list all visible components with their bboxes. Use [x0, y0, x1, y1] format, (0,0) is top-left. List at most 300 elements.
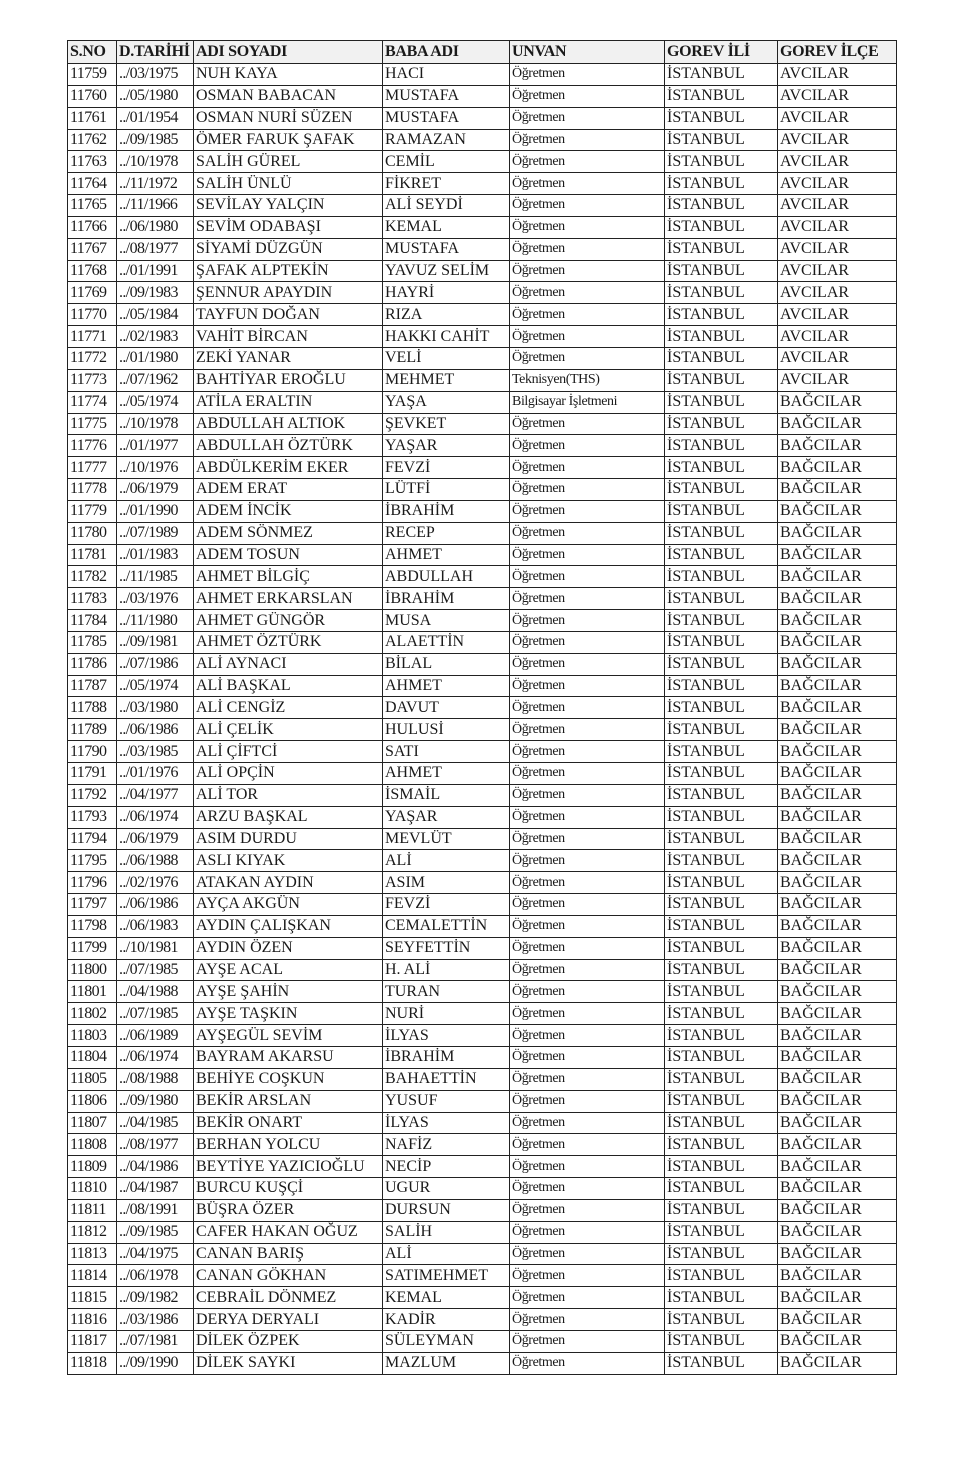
cell-duty-district: BAĞCILAR: [778, 391, 897, 413]
cell-duty-province: İSTANBUL: [665, 326, 778, 348]
cell-birth-date: ../07/1986: [117, 653, 194, 675]
cell-father-name: YAŞAR: [383, 806, 510, 828]
cell-father-name: KEMAL: [383, 216, 510, 238]
cell-duty-province: İSTANBUL: [665, 500, 778, 522]
cell-sno: 11788: [68, 697, 117, 719]
cell-duty-district: AVCILAR: [778, 282, 897, 304]
header-duty-province: GOREV İLİ: [665, 41, 778, 64]
cell-duty-district: BAĞCILAR: [778, 763, 897, 785]
cell-father-name: CEMALETTİN: [383, 915, 510, 937]
cell-full-name: SEVİM ODABAŞI: [194, 216, 383, 238]
cell-title: Öğretmen: [510, 1112, 665, 1134]
cell-duty-province: İSTANBUL: [665, 413, 778, 435]
cell-duty-district: BAĞCILAR: [778, 457, 897, 479]
cell-father-name: SATIMEHMET: [383, 1265, 510, 1287]
cell-sno: 11804: [68, 1046, 117, 1068]
cell-duty-district: AVCILAR: [778, 64, 897, 86]
cell-duty-district: BAĞCILAR: [778, 1046, 897, 1068]
cell-full-name: ALİ CENGİZ: [194, 697, 383, 719]
cell-duty-province: İSTANBUL: [665, 129, 778, 151]
cell-duty-province: İSTANBUL: [665, 522, 778, 544]
cell-duty-province: İSTANBUL: [665, 1025, 778, 1047]
cell-duty-province: İSTANBUL: [665, 1090, 778, 1112]
cell-sno: 11817: [68, 1330, 117, 1352]
cell-title: Öğretmen: [510, 719, 665, 741]
table-row: [68, 1287, 897, 1309]
cell-birth-date: ../05/1984: [117, 304, 194, 326]
cell-birth-date: ../01/1980: [117, 347, 194, 369]
cell-duty-province: İSTANBUL: [665, 1134, 778, 1156]
cell-sno: 11785: [68, 631, 117, 653]
cell-birth-date: ../04/1988: [117, 981, 194, 1003]
cell-duty-district: BAĞCILAR: [778, 697, 897, 719]
cell-duty-province: İSTANBUL: [665, 1199, 778, 1221]
table-row: [68, 937, 897, 959]
cell-duty-province: İSTANBUL: [665, 741, 778, 763]
cell-birth-date: ../06/1986: [117, 894, 194, 916]
cell-sno: 11783: [68, 588, 117, 610]
cell-duty-province: İSTANBUL: [665, 675, 778, 697]
cell-sno: 11806: [68, 1090, 117, 1112]
cell-birth-date: ../06/1974: [117, 806, 194, 828]
cell-full-name: ALİ AYNACI: [194, 653, 383, 675]
cell-father-name: İLYAS: [383, 1112, 510, 1134]
cell-full-name: ALİ BAŞKAL: [194, 675, 383, 697]
cell-title: Öğretmen: [510, 588, 665, 610]
cell-father-name: UGUR: [383, 1178, 510, 1200]
cell-duty-province: İSTANBUL: [665, 566, 778, 588]
cell-duty-district: AVCILAR: [778, 238, 897, 260]
cell-father-name: RECEP: [383, 522, 510, 544]
cell-full-name: CANAN BARIŞ: [194, 1243, 383, 1265]
cell-father-name: KEMAL: [383, 1287, 510, 1309]
cell-sno: 11759: [68, 64, 117, 86]
cell-father-name: FİKRET: [383, 173, 510, 195]
cell-sno: 11792: [68, 784, 117, 806]
cell-duty-province: İSTANBUL: [665, 1003, 778, 1025]
table-row: [68, 1134, 897, 1156]
cell-title: Öğretmen: [510, 195, 665, 217]
table-row: [68, 1068, 897, 1090]
cell-title: Öğretmen: [510, 544, 665, 566]
table-row: [68, 981, 897, 1003]
table-row: [68, 85, 897, 107]
cell-duty-district: AVCILAR: [778, 195, 897, 217]
cell-title: Öğretmen: [510, 107, 665, 129]
table-row: [68, 500, 897, 522]
cell-full-name: AYŞEGÜL SEVİM: [194, 1025, 383, 1047]
table-row: [68, 697, 897, 719]
cell-title: Öğretmen: [510, 64, 665, 86]
table-row: [68, 894, 897, 916]
table-body: [68, 64, 897, 1375]
cell-duty-province: İSTANBUL: [665, 1068, 778, 1090]
cell-birth-date: ../06/1978: [117, 1265, 194, 1287]
cell-duty-district: AVCILAR: [778, 107, 897, 129]
cell-full-name: ÖMER FARUK ŞAFAK: [194, 129, 383, 151]
cell-full-name: VAHİT BİRCAN: [194, 326, 383, 348]
table-row: [68, 544, 897, 566]
cell-full-name: ADEM TOSUN: [194, 544, 383, 566]
cell-title: Öğretmen: [510, 653, 665, 675]
table-row: [68, 1352, 897, 1374]
table-row: [68, 391, 897, 413]
table-row: [68, 1221, 897, 1243]
cell-sno: 11761: [68, 107, 117, 129]
cell-duty-district: BAĞCILAR: [778, 479, 897, 501]
cell-title: Öğretmen: [510, 959, 665, 981]
cell-duty-province: İSTANBUL: [665, 806, 778, 828]
cell-full-name: BÜŞRA ÖZER: [194, 1199, 383, 1221]
cell-birth-date: ../04/1977: [117, 784, 194, 806]
cell-full-name: ADEM ERAT: [194, 479, 383, 501]
cell-full-name: ALİ ÇELİK: [194, 719, 383, 741]
cell-title: Öğretmen: [510, 1199, 665, 1221]
cell-father-name: MAZLUM: [383, 1352, 510, 1374]
cell-duty-district: AVCILAR: [778, 85, 897, 107]
cell-full-name: DERYA DERYALI: [194, 1309, 383, 1331]
cell-sno: 11769: [68, 282, 117, 304]
cell-birth-date: ../09/1985: [117, 1221, 194, 1243]
cell-duty-province: İSTANBUL: [665, 435, 778, 457]
cell-duty-district: BAĞCILAR: [778, 675, 897, 697]
cell-father-name: MUSTAFA: [383, 107, 510, 129]
cell-duty-province: İSTANBUL: [665, 610, 778, 632]
cell-duty-province: İSTANBUL: [665, 1330, 778, 1352]
cell-full-name: ALİ TOR: [194, 784, 383, 806]
table-row: [68, 610, 897, 632]
cell-duty-province: İSTANBUL: [665, 894, 778, 916]
cell-sno: 11786: [68, 653, 117, 675]
cell-father-name: ALİ: [383, 850, 510, 872]
header-birth-date: D.TARİHİ: [117, 41, 194, 64]
cell-birth-date: ../11/1980: [117, 610, 194, 632]
cell-birth-date: ../04/1986: [117, 1156, 194, 1178]
cell-duty-district: AVCILAR: [778, 173, 897, 195]
cell-birth-date: ../01/1954: [117, 107, 194, 129]
table-row: [68, 1003, 897, 1025]
cell-title: Öğretmen: [510, 1025, 665, 1047]
cell-title: Öğretmen: [510, 566, 665, 588]
cell-sno: 11797: [68, 894, 117, 916]
cell-duty-district: BAĞCILAR: [778, 1265, 897, 1287]
cell-birth-date: ../08/1977: [117, 238, 194, 260]
cell-title: Öğretmen: [510, 479, 665, 501]
cell-duty-district: BAĞCILAR: [778, 894, 897, 916]
cell-full-name: BERHAN YOLCU: [194, 1134, 383, 1156]
table-row: [68, 107, 897, 129]
cell-birth-date: ../09/1982: [117, 1287, 194, 1309]
cell-full-name: TAYFUN DOĞAN: [194, 304, 383, 326]
table-row: [68, 675, 897, 697]
cell-sno: 11810: [68, 1178, 117, 1200]
cell-duty-province: İSTANBUL: [665, 1178, 778, 1200]
cell-duty-province: İSTANBUL: [665, 1221, 778, 1243]
table-row: [68, 260, 897, 282]
cell-father-name: DURSUN: [383, 1199, 510, 1221]
cell-birth-date: ../10/1978: [117, 151, 194, 173]
cell-sno: 11771: [68, 326, 117, 348]
cell-sno: 11776: [68, 435, 117, 457]
cell-full-name: AYŞE TAŞKIN: [194, 1003, 383, 1025]
cell-sno: 11796: [68, 872, 117, 894]
cell-title: Öğretmen: [510, 238, 665, 260]
cell-title: Öğretmen: [510, 85, 665, 107]
cell-duty-district: BAĞCILAR: [778, 1287, 897, 1309]
table-row: [68, 1309, 897, 1331]
cell-title: Öğretmen: [510, 610, 665, 632]
cell-sno: 11781: [68, 544, 117, 566]
cell-title: Öğretmen: [510, 413, 665, 435]
cell-birth-date: ../03/1980: [117, 697, 194, 719]
cell-birth-date: ../09/1981: [117, 631, 194, 653]
cell-duty-province: İSTANBUL: [665, 1309, 778, 1331]
cell-sno: 11812: [68, 1221, 117, 1243]
cell-duty-province: İSTANBUL: [665, 1243, 778, 1265]
cell-sno: 11818: [68, 1352, 117, 1374]
cell-full-name: BURCU KUŞÇİ: [194, 1178, 383, 1200]
cell-father-name: LÜTFİ: [383, 479, 510, 501]
cell-duty-district: BAĞCILAR: [778, 413, 897, 435]
cell-birth-date: ../04/1975: [117, 1243, 194, 1265]
cell-duty-district: BAĞCILAR: [778, 784, 897, 806]
cell-father-name: İBRAHİM: [383, 588, 510, 610]
header-full-name: ADI SOYADI: [194, 41, 383, 64]
table-row: [68, 1156, 897, 1178]
table-row: [68, 1090, 897, 1112]
cell-title: Öğretmen: [510, 915, 665, 937]
cell-father-name: FEVZİ: [383, 894, 510, 916]
cell-sno: 11772: [68, 347, 117, 369]
cell-father-name: YAVUZ SELİM: [383, 260, 510, 282]
table-row: [68, 1199, 897, 1221]
table-row: [68, 1243, 897, 1265]
cell-duty-province: İSTANBUL: [665, 85, 778, 107]
cell-sno: 11774: [68, 391, 117, 413]
cell-duty-province: İSTANBUL: [665, 260, 778, 282]
cell-birth-date: ../01/1990: [117, 500, 194, 522]
cell-full-name: ABDULLAH ÖZTÜRK: [194, 435, 383, 457]
cell-sno: 11766: [68, 216, 117, 238]
cell-title: Öğretmen: [510, 872, 665, 894]
table-row: [68, 1178, 897, 1200]
cell-father-name: ALAETTİN: [383, 631, 510, 653]
table-row: [68, 457, 897, 479]
cell-birth-date: ../02/1983: [117, 326, 194, 348]
cell-duty-province: İSTANBUL: [665, 981, 778, 1003]
header-duty-district: GOREV İLÇE: [778, 41, 897, 64]
cell-sno: 11768: [68, 260, 117, 282]
cell-sno: 11763: [68, 151, 117, 173]
cell-title: Öğretmen: [510, 1330, 665, 1352]
cell-title: Öğretmen: [510, 806, 665, 828]
cell-full-name: OSMAN NURİ SÜZEN: [194, 107, 383, 129]
cell-title: Öğretmen: [510, 894, 665, 916]
cell-full-name: ARZU BAŞKAL: [194, 806, 383, 828]
cell-birth-date: ../03/1986: [117, 1309, 194, 1331]
cell-title: Öğretmen: [510, 1156, 665, 1178]
cell-birth-date: ../02/1976: [117, 872, 194, 894]
cell-duty-province: İSTANBUL: [665, 347, 778, 369]
table-row: [68, 784, 897, 806]
cell-father-name: ALİ: [383, 1243, 510, 1265]
cell-duty-province: İSTANBUL: [665, 850, 778, 872]
table-row: [68, 828, 897, 850]
cell-sno: 11780: [68, 522, 117, 544]
cell-father-name: ŞEVKET: [383, 413, 510, 435]
cell-father-name: RAMAZAN: [383, 129, 510, 151]
cell-duty-province: İSTANBUL: [665, 195, 778, 217]
cell-duty-district: AVCILAR: [778, 347, 897, 369]
cell-duty-province: İSTANBUL: [665, 719, 778, 741]
cell-birth-date: ../04/1987: [117, 1178, 194, 1200]
cell-sno: 11807: [68, 1112, 117, 1134]
table-row: [68, 216, 897, 238]
cell-full-name: BEKİR ARSLAN: [194, 1090, 383, 1112]
cell-duty-district: BAĞCILAR: [778, 1025, 897, 1047]
cell-birth-date: ../01/1976: [117, 763, 194, 785]
cell-birth-date: ../08/1991: [117, 1199, 194, 1221]
cell-father-name: İSMAİL: [383, 784, 510, 806]
cell-father-name: ASIM: [383, 872, 510, 894]
personnel-table: [67, 40, 897, 1375]
cell-duty-district: AVCILAR: [778, 326, 897, 348]
cell-full-name: ABDULLAH ALTIOK: [194, 413, 383, 435]
cell-sno: 11782: [68, 566, 117, 588]
table-row: [68, 850, 897, 872]
cell-duty-district: BAĞCILAR: [778, 981, 897, 1003]
cell-birth-date: ../01/1983: [117, 544, 194, 566]
cell-duty-province: İSTANBUL: [665, 1112, 778, 1134]
cell-father-name: ALİ SEYDİ: [383, 195, 510, 217]
cell-birth-date: ../07/1981: [117, 1330, 194, 1352]
cell-duty-district: BAĞCILAR: [778, 915, 897, 937]
cell-title: Öğretmen: [510, 1068, 665, 1090]
cell-father-name: HAKKI CAHİT: [383, 326, 510, 348]
cell-birth-date: ../07/1985: [117, 1003, 194, 1025]
cell-sno: 11794: [68, 828, 117, 850]
cell-sno: 11787: [68, 675, 117, 697]
cell-title: Öğretmen: [510, 937, 665, 959]
cell-title: Öğretmen: [510, 522, 665, 544]
cell-title: Öğretmen: [510, 784, 665, 806]
cell-title: Öğretmen: [510, 1243, 665, 1265]
table-row: [68, 1112, 897, 1134]
cell-duty-district: BAĞCILAR: [778, 806, 897, 828]
cell-father-name: H. ALİ: [383, 959, 510, 981]
cell-father-name: NURİ: [383, 1003, 510, 1025]
cell-sno: 11760: [68, 85, 117, 107]
cell-title: Öğretmen: [510, 1265, 665, 1287]
cell-duty-province: İSTANBUL: [665, 915, 778, 937]
cell-duty-province: İSTANBUL: [665, 457, 778, 479]
cell-title: Öğretmen: [510, 216, 665, 238]
cell-duty-province: İSTANBUL: [665, 697, 778, 719]
cell-birth-date: ../07/1985: [117, 959, 194, 981]
cell-full-name: AHMET ÖZTÜRK: [194, 631, 383, 653]
table-row: [68, 326, 897, 348]
cell-birth-date: ../11/1966: [117, 195, 194, 217]
cell-duty-district: BAĞCILAR: [778, 631, 897, 653]
cell-birth-date: ../03/1976: [117, 588, 194, 610]
cell-father-name: AHMET: [383, 544, 510, 566]
cell-sno: 11762: [68, 129, 117, 151]
cell-duty-province: İSTANBUL: [665, 544, 778, 566]
cell-duty-district: BAĞCILAR: [778, 1090, 897, 1112]
cell-title: Öğretmen: [510, 675, 665, 697]
cell-father-name: SEYFETTİN: [383, 937, 510, 959]
table-row: [68, 872, 897, 894]
cell-title: Öğretmen: [510, 850, 665, 872]
cell-birth-date: ../09/1985: [117, 129, 194, 151]
cell-duty-district: BAĞCILAR: [778, 1309, 897, 1331]
cell-duty-province: İSTANBUL: [665, 763, 778, 785]
cell-full-name: CAFER HAKAN OĞUZ: [194, 1221, 383, 1243]
cell-title: Öğretmen: [510, 304, 665, 326]
cell-father-name: MUSTAFA: [383, 238, 510, 260]
table-row: [68, 566, 897, 588]
cell-duty-district: BAĞCILAR: [778, 1178, 897, 1200]
cell-duty-district: AVCILAR: [778, 304, 897, 326]
table-row: [68, 64, 897, 86]
cell-birth-date: ../05/1974: [117, 675, 194, 697]
header-sno: S.NO: [68, 41, 117, 64]
cell-full-name: CANAN GÖKHAN: [194, 1265, 383, 1287]
cell-father-name: AHMET: [383, 763, 510, 785]
cell-duty-district: BAĞCILAR: [778, 653, 897, 675]
table-row: [68, 719, 897, 741]
cell-duty-district: BAĞCILAR: [778, 522, 897, 544]
cell-duty-district: BAĞCILAR: [778, 959, 897, 981]
cell-full-name: ADEM SÖNMEZ: [194, 522, 383, 544]
cell-duty-district: BAĞCILAR: [778, 872, 897, 894]
cell-full-name: CEBRAİL DÖNMEZ: [194, 1287, 383, 1309]
cell-father-name: SATI: [383, 741, 510, 763]
cell-full-name: BAYRAM AKARSU: [194, 1046, 383, 1068]
cell-full-name: ADEM İNCİK: [194, 500, 383, 522]
cell-birth-date: ../06/1980: [117, 216, 194, 238]
table-row: [68, 1025, 897, 1047]
cell-duty-district: AVCILAR: [778, 260, 897, 282]
cell-sno: 11775: [68, 413, 117, 435]
table-row: [68, 959, 897, 981]
table-row: [68, 915, 897, 937]
cell-father-name: HACI: [383, 64, 510, 86]
cell-father-name: YAŞAR: [383, 435, 510, 457]
cell-duty-district: BAĞCILAR: [778, 610, 897, 632]
cell-title: Öğretmen: [510, 326, 665, 348]
cell-duty-district: BAĞCILAR: [778, 544, 897, 566]
cell-full-name: BEKİR ONART: [194, 1112, 383, 1134]
cell-father-name: İLYAS: [383, 1025, 510, 1047]
cell-birth-date: ../03/1985: [117, 741, 194, 763]
cell-duty-province: İSTANBUL: [665, 1265, 778, 1287]
cell-sno: 11805: [68, 1068, 117, 1090]
cell-birth-date: ../01/1977: [117, 435, 194, 457]
cell-sno: 11808: [68, 1134, 117, 1156]
table-row: [68, 282, 897, 304]
cell-duty-district: BAĞCILAR: [778, 1112, 897, 1134]
cell-full-name: DİLEK ÖZPEK: [194, 1330, 383, 1352]
cell-sno: 11777: [68, 457, 117, 479]
table-row: [68, 173, 897, 195]
cell-father-name: HAYRİ: [383, 282, 510, 304]
cell-sno: 11779: [68, 500, 117, 522]
cell-full-name: DİLEK SAYKI: [194, 1352, 383, 1374]
cell-father-name: NAFİZ: [383, 1134, 510, 1156]
cell-title: Öğretmen: [510, 828, 665, 850]
cell-full-name: AYŞE ACAL: [194, 959, 383, 981]
